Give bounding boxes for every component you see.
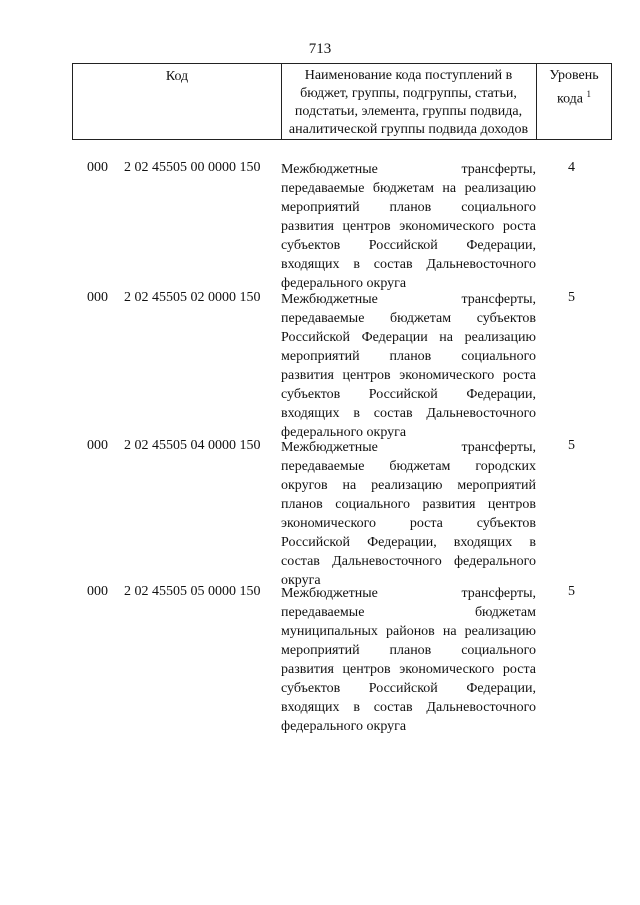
description-word: социального [461, 349, 536, 364]
description-word: округа [281, 573, 321, 588]
description-word: Межбюджетные [281, 586, 378, 601]
description-word: входящих [281, 257, 340, 272]
description-word: развития [281, 219, 334, 234]
description-line [281, 660, 536, 679]
description-word: бюджетам [474, 605, 536, 620]
description-line [281, 533, 536, 552]
description-word: роста [502, 219, 536, 234]
header-level-line1: Уровень [549, 68, 599, 83]
description-word: Дальневосточного [426, 406, 536, 421]
description-word: мероприятий [457, 478, 536, 493]
header-name-line: Наименование кода поступлений в [304, 68, 513, 83]
description-word: бюджетам [372, 181, 434, 196]
description-word: Межбюджетные [281, 440, 378, 455]
description-word: Российской [368, 387, 438, 402]
description-word: субъектов [281, 387, 341, 402]
description-word: бюджетам [390, 311, 452, 326]
description-word: реализацию [464, 181, 536, 196]
description-word: Федерации, [367, 535, 437, 550]
description-word: развития [422, 497, 476, 512]
code-description [281, 438, 536, 590]
code-description [281, 160, 536, 293]
description-word: трансферты, [461, 586, 536, 601]
description-word: бюджетам [389, 459, 451, 474]
description-word: экономического [399, 368, 495, 383]
admin-code: 000 [87, 290, 108, 305]
description-line [281, 514, 536, 533]
description-word: трансферты, [461, 162, 536, 177]
revenue-code: 2 02 45505 02 0000 150 [124, 290, 261, 305]
description-word: федерального [453, 554, 536, 569]
description-word: планов [281, 497, 323, 512]
description-word: Российской [281, 535, 350, 550]
description-word: Дальневосточного [332, 554, 442, 569]
description-word: центров [487, 497, 536, 512]
description-word: на [439, 330, 453, 345]
description-word: городских [475, 459, 536, 474]
description-word: Федерации, [466, 238, 536, 253]
description-line [281, 457, 536, 476]
description-line [281, 584, 536, 603]
description-word: центров [342, 368, 391, 383]
description-line [281, 236, 536, 255]
description-word: в [353, 257, 360, 272]
header-level [537, 64, 611, 139]
header-level-line2 [537, 85, 611, 109]
description-word: федерального округа [281, 719, 407, 734]
description-word: центров [342, 219, 391, 234]
description-word: муниципальных [281, 624, 378, 639]
description-word: состав [373, 406, 413, 421]
description-line [281, 495, 536, 514]
description-word: социального [461, 643, 536, 658]
description-line [281, 641, 536, 660]
description-line [281, 476, 536, 495]
description-word: в [529, 535, 536, 550]
description-line [281, 603, 536, 622]
code-level: 5 [568, 438, 575, 453]
description-word: в [353, 700, 360, 715]
description-word: передаваемые [281, 181, 365, 196]
description-word: социального [335, 497, 411, 512]
description-word: Межбюджетные [281, 292, 378, 307]
description-line [281, 552, 536, 571]
table-header [72, 63, 612, 140]
description-word: роста [409, 516, 443, 531]
header-level-word: кода [556, 91, 584, 107]
description-line [281, 198, 536, 217]
admin-code: 000 [87, 438, 108, 453]
description-word: экономического [399, 662, 495, 677]
description-word: Российской [368, 238, 438, 253]
code-description [281, 290, 536, 442]
header-name-line: подстатьи, элемента, группы подвида, [294, 104, 523, 119]
description-line [281, 255, 536, 274]
description-word: экономического [399, 219, 495, 234]
description-word: передаваемые [281, 459, 365, 474]
description-word: реализацию [464, 330, 536, 345]
code-description [281, 584, 536, 736]
description-word: входящих [453, 535, 513, 550]
revenue-code: 2 02 45505 04 0000 150 [124, 438, 261, 453]
description-word: Межбюджетные [281, 162, 378, 177]
header-name-line: бюджет, группы, подгруппы, статьи, [300, 86, 517, 101]
description-word: Федерации, [466, 681, 536, 696]
description-word: мероприятий [281, 200, 360, 215]
description-word: передаваемые [281, 605, 365, 620]
description-word: субъектов [281, 238, 341, 253]
description-word: развития [281, 368, 334, 383]
description-line [281, 217, 536, 236]
description-word: Российской [281, 330, 350, 345]
description-word: роста [502, 368, 536, 383]
description-word: Дальневосточного [426, 700, 536, 715]
description-line [281, 366, 536, 385]
description-word: мероприятий [281, 349, 360, 364]
description-word: состав [281, 554, 320, 569]
description-word: входящих [281, 700, 340, 715]
description-word: центров [342, 662, 391, 677]
description-word: Федерации [361, 330, 428, 345]
page-number: 713 [308, 41, 332, 57]
description-word: в [353, 406, 360, 421]
description-word: трансферты, [461, 292, 536, 307]
description-word: Дальневосточного [426, 257, 536, 272]
description-word: округов [281, 478, 328, 493]
revenue-code: 2 02 45505 00 0000 150 [124, 160, 261, 175]
admin-code: 000 [87, 160, 108, 175]
description-line [281, 347, 536, 366]
description-line [281, 160, 536, 179]
description-line [281, 385, 536, 404]
description-line [281, 438, 536, 457]
description-word: федерального округа [281, 425, 407, 440]
description-word: субъектов [281, 681, 341, 696]
footnote-mark: 1 [586, 89, 592, 99]
description-word: развития [281, 662, 334, 677]
description-word: на [342, 478, 357, 493]
description-word: социального [461, 200, 536, 215]
description-word: планов [389, 349, 432, 364]
description-word: на [442, 624, 457, 639]
description-word: федерального округа [281, 276, 407, 291]
description-word: входящих [281, 406, 340, 421]
description-word: планов [389, 643, 432, 658]
description-line [281, 404, 536, 423]
description-line [281, 679, 536, 698]
description-word: состав [373, 700, 413, 715]
description-word: передаваемые [281, 311, 365, 326]
description-word: субъектов [476, 516, 536, 531]
description-line [281, 698, 536, 717]
description-word: Российской [368, 681, 438, 696]
description-word: роста [502, 662, 536, 677]
description-line [281, 328, 536, 347]
header-name-line: аналитической группы подвида доходов [288, 122, 529, 137]
description-word: реализацию [464, 624, 536, 639]
description-line [281, 717, 536, 736]
description-word: субъектов [476, 311, 536, 326]
description-word: экономического [281, 516, 376, 531]
description-word: на [442, 181, 457, 196]
description-word: трансферты, [461, 440, 536, 455]
description-word: состав [373, 257, 413, 272]
description-word: районов [385, 624, 435, 639]
header-code: Код [73, 64, 282, 139]
description-line [281, 622, 536, 641]
description-line [281, 309, 536, 328]
description-line [281, 290, 536, 309]
admin-code: 000 [87, 584, 108, 599]
revenue-code: 2 02 45505 05 0000 150 [124, 584, 261, 599]
code-level: 5 [568, 290, 575, 305]
header-name [281, 64, 537, 139]
description-word: реализацию [371, 478, 443, 493]
description-line [281, 179, 536, 198]
description-word: планов [389, 200, 432, 215]
description-word: мероприятий [281, 643, 360, 658]
description-word: Федерации, [466, 387, 536, 402]
code-level: 5 [568, 584, 575, 599]
code-level: 4 [568, 160, 575, 175]
